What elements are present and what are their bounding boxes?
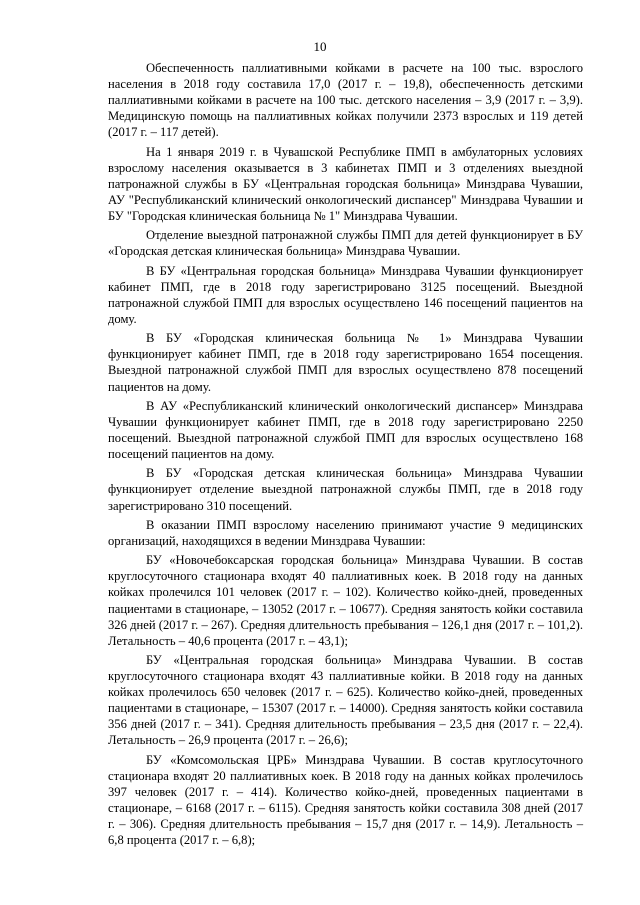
document-body bbox=[108, 60, 583, 851]
paragraph-central-hospital: В БУ «Центральная городская больница» Минздрава Чувашии функционирует кабинет ПМП, где в 2018 году зарегистрировано 3125 посещений. Выездной патронажной службой ПМП для взрослых осуществлено 146 посещений пациентов на дому. bbox=[108, 263, 583, 326]
paragraph-bed-provision: Обеспеченность паллиативными койками в расчете на 100 тыс. взрослого населения в 2018 году составила 17,0 (2017 г. – 19,8), обеспеченность детскими паллиативными койками в расчете на 100 тыс. детского населения – 3,9 (2017 г. – 3,9). Медицинскую помощь на паллиативных койках получили 2373 взрослых и 119 детей (2017 г. – 117 детей). bbox=[108, 61, 583, 140]
page-number: 10 bbox=[313, 39, 327, 54]
paragraph-clinical-hospital-1: В БУ «Городская клиническая больница № 1» Минздрава Чувашии функционирует кабинет ПМП, где в 2018 году зарегистрировано 1654 посещения. Выездной патронажной службой ПМП для взрослых осуществлено 878 посещений пациентов на дому. bbox=[108, 331, 583, 394]
paragraph-children-service: Отделение выездной патронажной службы ПМП для детей функционирует в БУ «Городская детская клиническая больница» Минздрава Чувашии. bbox=[108, 228, 583, 259]
paragraph-participating-organizations: В оказании ПМП взрослому населению принимают участие 9 медицинских организаций, находящихся в ведении Минздрава Чувашии: bbox=[108, 517, 583, 548]
paragraph-komsomolsk-hospital: БУ «Комсомольская ЦРБ» Минздрава Чувашии. В состав круглосуточного стационара входят 20 паллиативных коек. В 2018 году на данных койках пролечилось 397 человек (2017 г. – 414). Количество койко-дней, проведенных пациентами в стационаре, – 6168 (2017 г. – 6115). Средняя занятость койки составила 308 дней (2017 г. – 306). Средняя длительность пребывания – 15,7 дня (2017 г. – 14,9). Летальность – 6,8 процента (2017 г. – 6,8); bbox=[108, 752, 583, 848]
paragraph-oncology-dispensary: В АУ «Республиканский клинический онкологический диспансер» Минздрава Чувашии функционирует кабинет ПМП, где в 2018 году зарегистрировано 2250 посещений. Выездной патронажной службой ПМП для взрослых осуществлено 168 посещений пациентов на дому. bbox=[108, 398, 583, 462]
paragraph-outpatient-care: На 1 января 2019 г. в Чувашской Республике ПМП в амбулаторных условиях взрослому населения оказывается в 3 кабинетах ПМП и 3 отделениях выездной патронажной службы в БУ «Центральная городская больница» Минздрава Чувашии, АУ "Республиканский клинический онкологический диспансер" Минздрава Чувашии и БУ "Городская клиническая больница № 1" Минздрава Чувашии. bbox=[108, 144, 583, 224]
paragraph-central-hospital-beds: БУ «Центральная городская больница» Минздрава Чувашии. В состав круглосуточного стационара входят 43 паллиативные койки. В 2018 году на данных койках пролечилось 650 человек (2017 г. – 625). Количество койко-дней, проведенных пациентами в стационаре, – 15307 (2017 г. – 14000). Средняя занятость койки составила 356 дней (2017 г. – 341). Средняя длительность пребывания – 23,5 дня (2017 г. – 22,4). Летальность – 26,9 процента (2017 г. – 26,6); bbox=[108, 652, 583, 748]
paragraph-children-hospital: В БУ «Городская детская клиническая больница» Минздрава Чувашии функционирует отделение выездной патронажной службы ПМП, где в 2018 году зарегистрировано 310 посещений. bbox=[108, 466, 583, 513]
paragraph-novocheboksarsk-hospital: БУ «Новочебоксарская городская больница» Минздрава Чувашии. В состав круглосуточного стационара входят 40 паллиативных коек. В 2018 году на данных койках пролечился 101 человек (2017 г. – 102). Количество койко-дней, проведенных пациентами в стационаре, – 13052 (2017 г. – 10677). Средняя занятость койки составила 326 дней (2017 г. – 267). Средняя длительность пребывания – 126,1 дня (2017 г. – 101,2). Летальность – 40,6 процента (2017 г. – 43,1); bbox=[108, 553, 583, 648]
